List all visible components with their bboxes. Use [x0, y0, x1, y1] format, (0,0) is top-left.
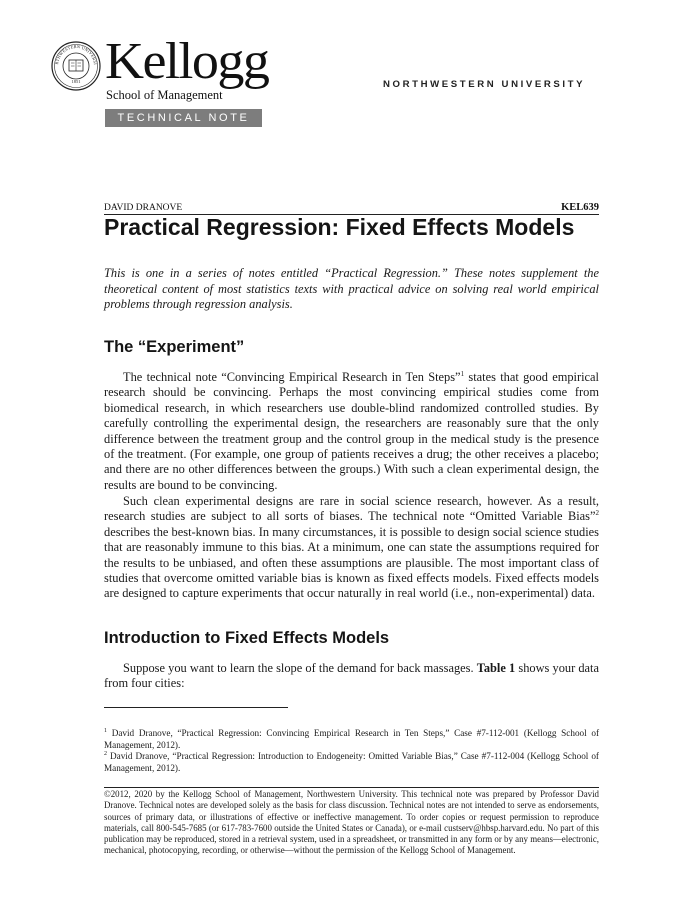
technical-note-badge: TECHNICAL NOTE: [105, 109, 262, 127]
author: DAVID DRANOVE: [104, 203, 183, 213]
paragraph-text: describes the best-known bias. In many circumstances, it is possible to design social science studies that are reasonably immune to this bias. At a minimum, one can state the assumptions required for the results to be unbiased, and often these assumptions are plausible. The most important class of studies that overcome omitted variable bias is known as fixed effects models. Fixed effects models are designed to capture experiments that occur naturally in real world (i.e., non-experimental) data.: [104, 524, 599, 601]
footnote-divider: [104, 707, 288, 708]
university-seal: [51, 41, 101, 91]
intro-paragraph: This is one in a series of notes entitled “Practical Regression.” These notes supplement the theoretical content of most statistics texts with practical advice on solving real world empirical problems through regression analysis.: [104, 266, 599, 311]
footnote: [104, 727, 599, 751]
footnote-number: 1: [104, 727, 107, 734]
school-name: School of Management: [106, 88, 223, 102]
footnote-text: David Dranove, “Practical Regression: Introduction to Endogeneity: Omitted Variable Bias,” Case #7-112-004 (Kellogg School of Management, 2012).: [104, 751, 599, 773]
paragraph-text: states that good empirical research should be convincing. Perhaps the most convincing empirical studies come from biomedical research, in which researchers use double-blind randomized controlled studies. By carefully controlling the experimental design, the researchers are reasonably sure that the only difference between the treatment group and the control group in the medical study is the presence of the treatment. (For example, one group of patients receives a drug; the other receives a placebo; and there are no other differences between the groups.) With such a clean experimental design, the results are bound to be convincing.: [104, 370, 599, 492]
paragraph-text: Suppose you want to learn the slope of the demand for back massages.: [123, 661, 477, 675]
footnote-number: 2: [104, 750, 107, 757]
paragraph: [104, 494, 599, 602]
footnote-ref[interactable]: 1: [460, 369, 465, 378]
seal-arc-text: RTHWESTERN UNIVERSI: [54, 43, 98, 66]
page-title: Practical Regression: Fixed Effects Models: [104, 214, 575, 240]
kellogg-logo: Kellogg: [105, 33, 269, 90]
footnote-ref[interactable]: 2: [595, 509, 599, 518]
copyright-notice: ©2012, 2020 by the Kellogg School of Management, Northwestern University. This technical note was prepared by Professor David Dranove. Technical notes are developed solely as the basis for class discussion. Technical notes are not intended to serve as endorsements, sources of primary data, or illustrations of effective or ineffective management. To order copies or request permission to reproduce materials, call 800-545-7685 (or 617-783-7600 outside the United States or Canada), or e-mail custserv@hbsp.harvard.edu. No part of this publication may be reproduced, stored in a retrieval system, used in a spreadsheet, or transmitted in any form or by any means—electronic, mechanical, photocopying, recording, or otherwise—without the permission of the Kellogg School of Management.: [104, 789, 599, 856]
case-number: KEL639: [561, 202, 599, 213]
paragraph-text: Such clean experimental designs are rare in social science research, however. As a result, research studies are subject to all sorts of biases. The technical note “Omitted Variable Bias”: [104, 494, 599, 524]
paragraph: [104, 370, 599, 493]
footnote-text: David Dranove, “Practical Regression: Convincing Empirical Research in Ten Steps,” Case #7-112-001 (Kellogg School of Management, 2012).: [104, 728, 600, 750]
seal-year: 1851: [71, 79, 81, 84]
footnote: [104, 750, 599, 774]
paragraph-text: The technical note “Convincing Empirical Research in Ten Steps”: [123, 370, 461, 384]
university-name: NORTHWESTERN UNIVERSITY: [383, 79, 586, 90]
paragraph-text: shows your data from four cities:: [104, 661, 599, 691]
copyright-divider: [104, 787, 599, 788]
section-heading-experiment: The “Experiment”: [104, 338, 245, 356]
paragraph: [104, 661, 599, 692]
table-reference: Table 1: [476, 661, 516, 675]
section-heading-fixed-effects: Introduction to Fixed Effects Models: [104, 629, 390, 647]
